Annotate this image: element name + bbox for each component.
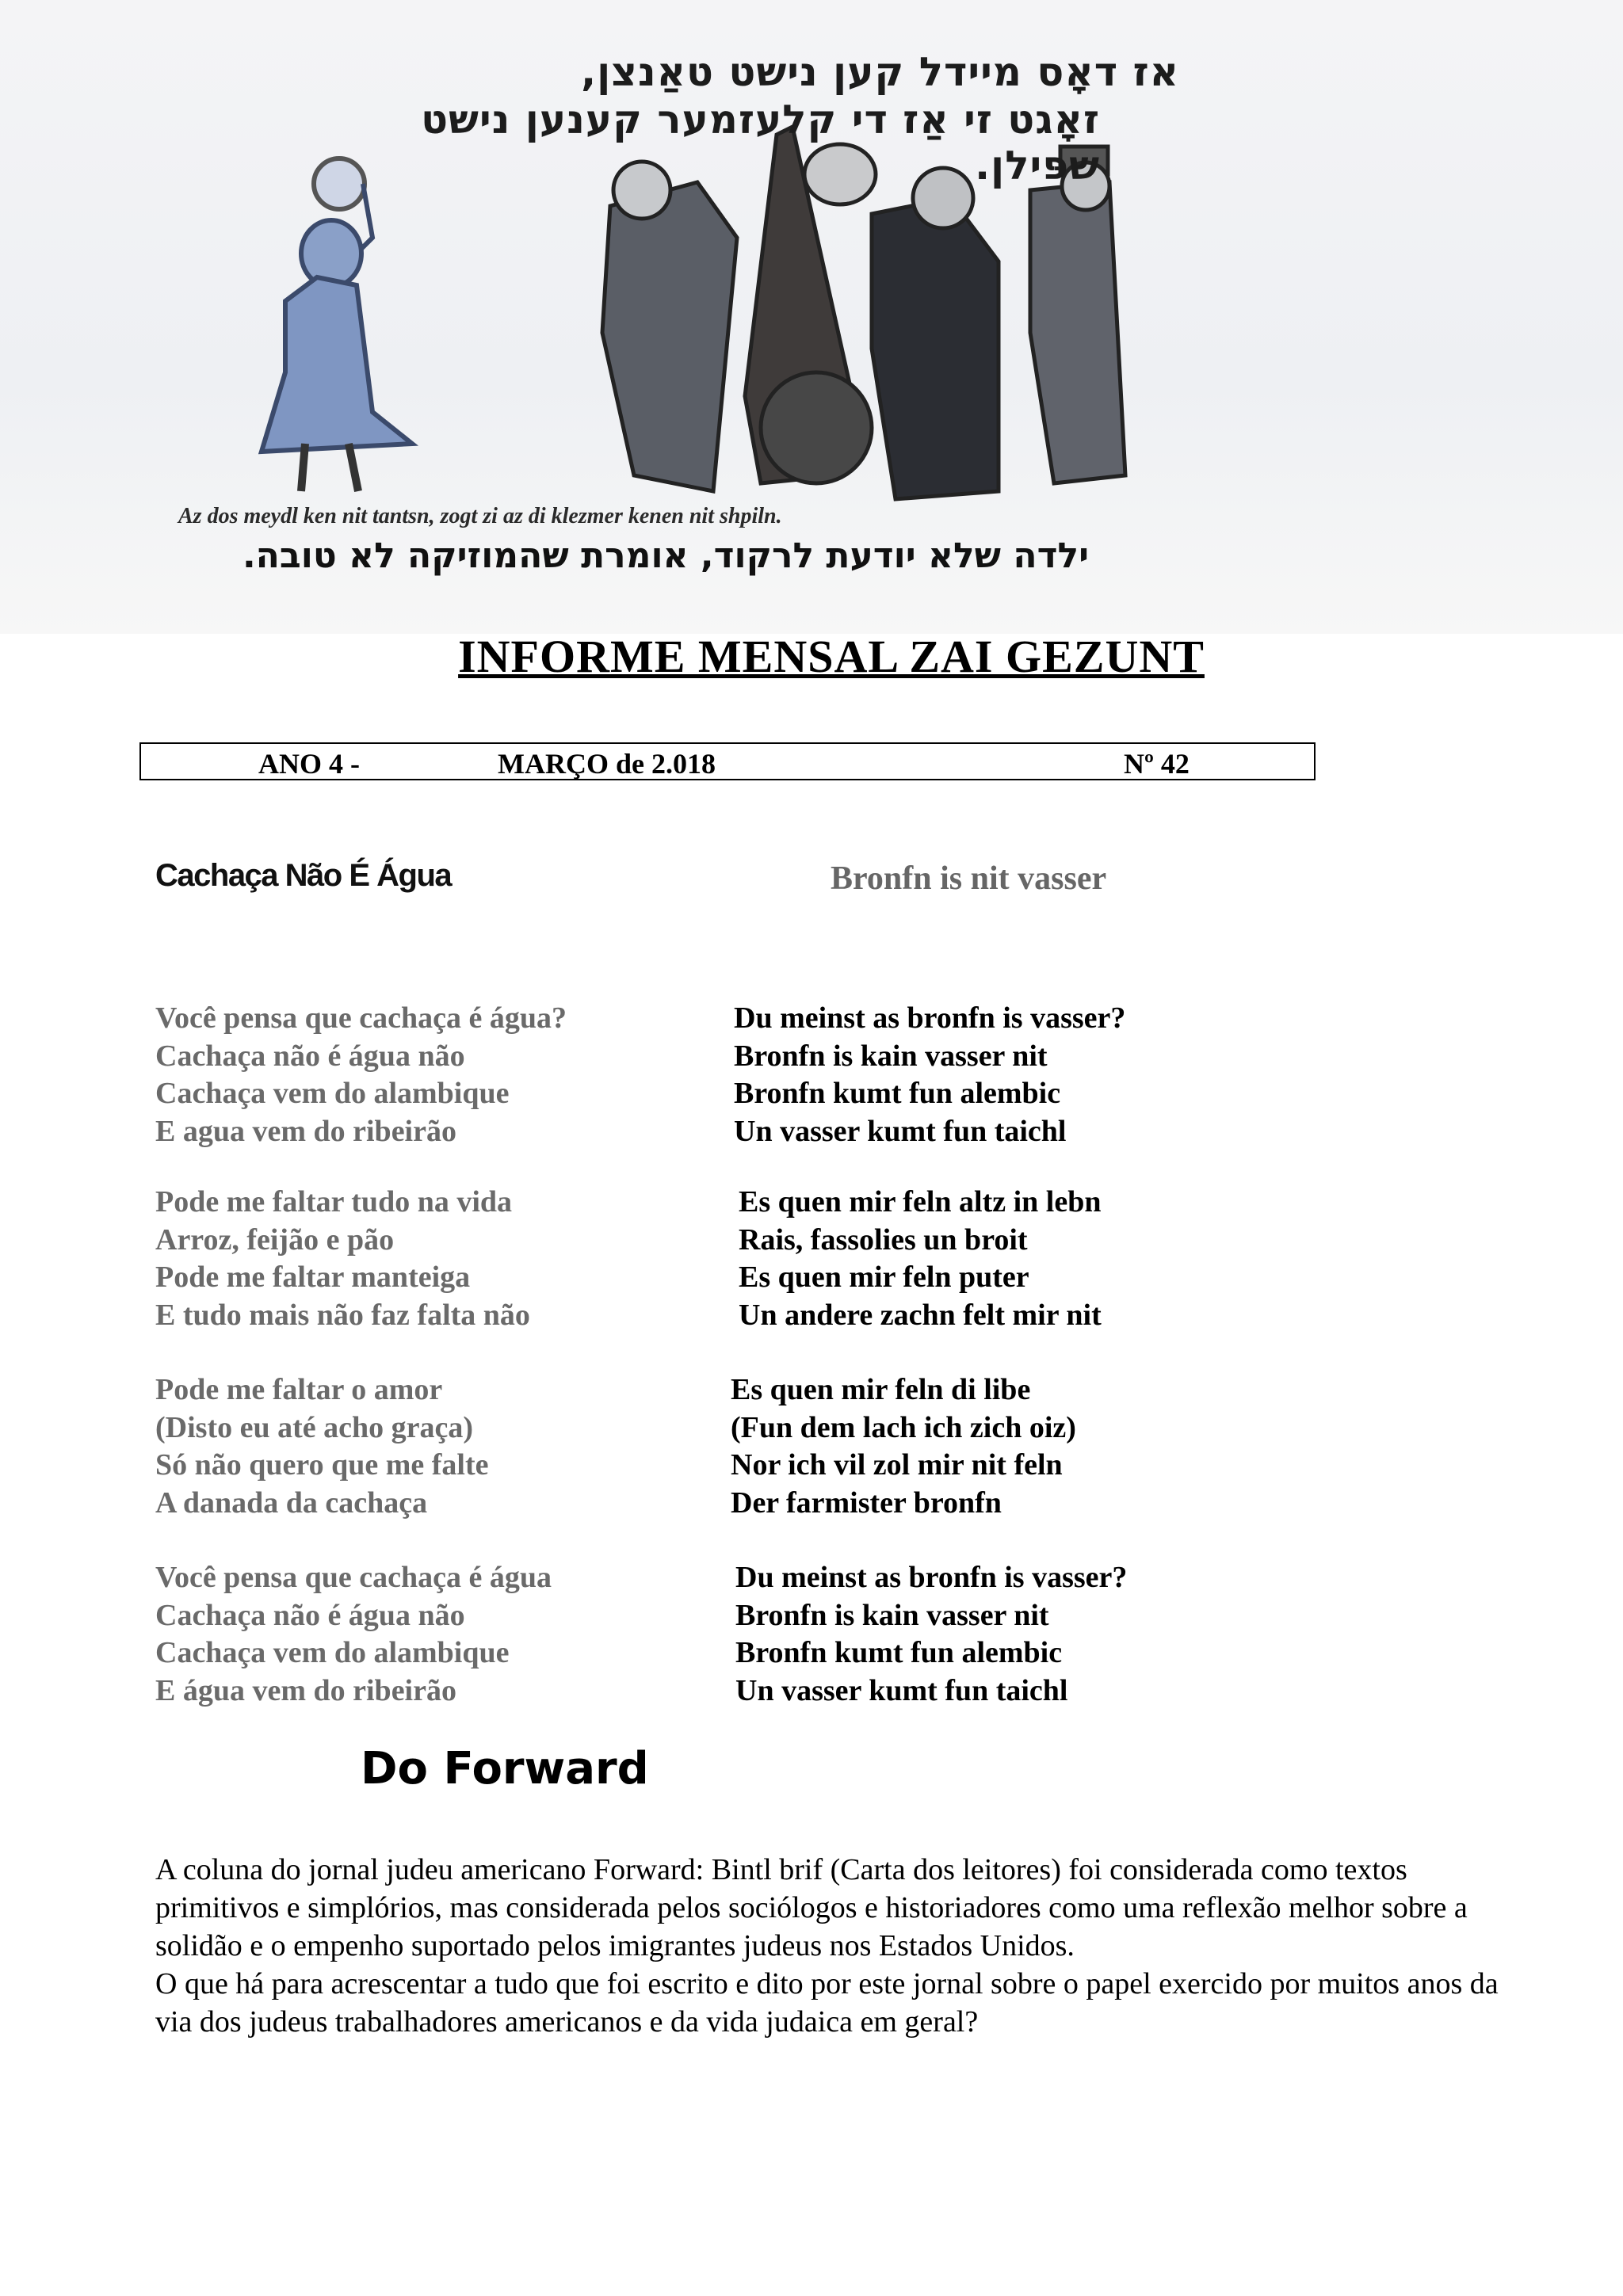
verse-line: Cachaça não é água não: [155, 1039, 465, 1073]
verse-line: E agua vem do ribeirão: [155, 1114, 456, 1148]
verse-line: Es quen mir feln di libe: [731, 1373, 1031, 1406]
header-illustration: [0, 0, 1623, 634]
forward-article: [155, 1851, 1518, 2041]
verse-line: Você pensa que cachaça é água?: [155, 1001, 567, 1035]
yiddish-caption-line2: זאָגט זי אַז די קלעזמער קענען נישט שפּילן.: [421, 97, 1100, 189]
verse-line: Un vasser kumt fun taichl: [735, 1673, 1068, 1707]
verse-line: Pode me faltar tudo na vida: [155, 1185, 513, 1219]
stanza-3-portuguese: [155, 1371, 488, 1522]
stanza-1-portuguese: [155, 1000, 567, 1150]
song-title-portuguese: Cachaça Não É Água: [155, 858, 452, 893]
issue-number: Nº 42: [1124, 748, 1190, 780]
verse-line: Der farmister bronfn: [731, 1486, 1002, 1520]
dancing-girl-figure: [262, 158, 412, 491]
issue-info-box: [139, 742, 1316, 780]
verse-line: Cachaça vem do alambique: [155, 1077, 510, 1110]
section-heading-forward: Do Forward: [361, 1743, 649, 1794]
verse-line: Rais, fassolies un broit: [739, 1222, 1028, 1257]
verse-line: Du meinst as bronfn is vasser?: [735, 1561, 1128, 1594]
verse-line: Pode me faltar manteiga: [155, 1261, 471, 1294]
verse-line: Un vasser kumt fun taichl: [734, 1114, 1067, 1148]
song-title-yiddish: Bronfn is nit vasser: [831, 860, 1107, 897]
stanza-3-yiddish: [731, 1371, 1076, 1522]
verse-line: Cachaça não é água não: [155, 1598, 465, 1632]
verse-line: Un andere zachn felt mir nit: [739, 1298, 1102, 1332]
hebrew-caption: ילדה שלא יודעת לרקוד, אומרת שהמוזיקה לא טובה.: [242, 536, 1090, 576]
verse-line: (Disto eu até acho graça): [155, 1410, 474, 1444]
verse-line: Nor ich vil zol mir nit feln: [731, 1448, 1063, 1482]
article-paragraph: O que há para acrescentar a tudo que foi escrito e dito por este jornal sobre o papel exercido por muitos anos da via dos judeus trabalhadores americanos e da vida judaica em geral?: [155, 1967, 1499, 2039]
verse-line: Bronfn kumt fun alembic: [734, 1077, 1061, 1110]
stanza-1-yiddish: [734, 1000, 1125, 1150]
stanza-4-portuguese: [155, 1559, 552, 1710]
verse-line: Cachaça vem do alambique: [155, 1636, 510, 1669]
verse-line: A danada da cachaça: [155, 1486, 428, 1520]
stanza-2-yiddish: [739, 1184, 1102, 1334]
verse-line: Du meinst as bronfn is vasser?: [734, 1001, 1126, 1035]
verse-line: Pode me faltar o amor: [155, 1373, 443, 1406]
verse-line: Es quen mir feln puter: [739, 1261, 1029, 1294]
verse-line: Você pensa que cachaça é água: [155, 1561, 552, 1594]
verse-line: E água vem do ribeirão: [155, 1673, 456, 1707]
issue-year: ANO 4 -: [258, 748, 360, 780]
issue-date: MARÇO de 2.018: [498, 748, 716, 780]
transliteration-caption: Az dos meydl ken nit tantsn, zogt zi az di klezmer kenen nit shpiln.: [178, 504, 782, 528]
verse-line: E tudo mais não faz falta não: [155, 1298, 530, 1332]
verse-line: Es quen mir feln altz in lebn: [739, 1185, 1102, 1219]
stanza-2-portuguese: [155, 1184, 530, 1334]
yiddish-caption-line1: אז דאָס מיידל קען נישט טאַנצן,: [581, 49, 1179, 95]
verse-line: Bronfn is kain vasser nit: [735, 1598, 1049, 1632]
newsletter-title: INFORME MENSAL ZAI GEZUNT: [458, 631, 1205, 682]
verse-line: (Fun dem lach ich zich oiz): [731, 1410, 1076, 1444]
verse-line: Arroz, feijão e pão: [155, 1222, 395, 1257]
article-paragraph: A coluna do jornal judeu americano Forward: Bintl brif (Carta dos leitores) foi considerada como textos primitivos e simplórios, mas considerada pelos sociólogos e historiadores como uma reflexão melhor sobre a solidão e o empenho suportado pelos imigrantes judeus nos Estados Unidos.: [155, 1853, 1468, 1962]
verse-line: Só não quero que me falte: [155, 1448, 489, 1482]
verse-line: Bronfn is kain vasser nit: [734, 1039, 1048, 1073]
verse-line: Bronfn kumt fun alembic: [735, 1636, 1063, 1669]
stanza-4-yiddish: [735, 1559, 1127, 1710]
